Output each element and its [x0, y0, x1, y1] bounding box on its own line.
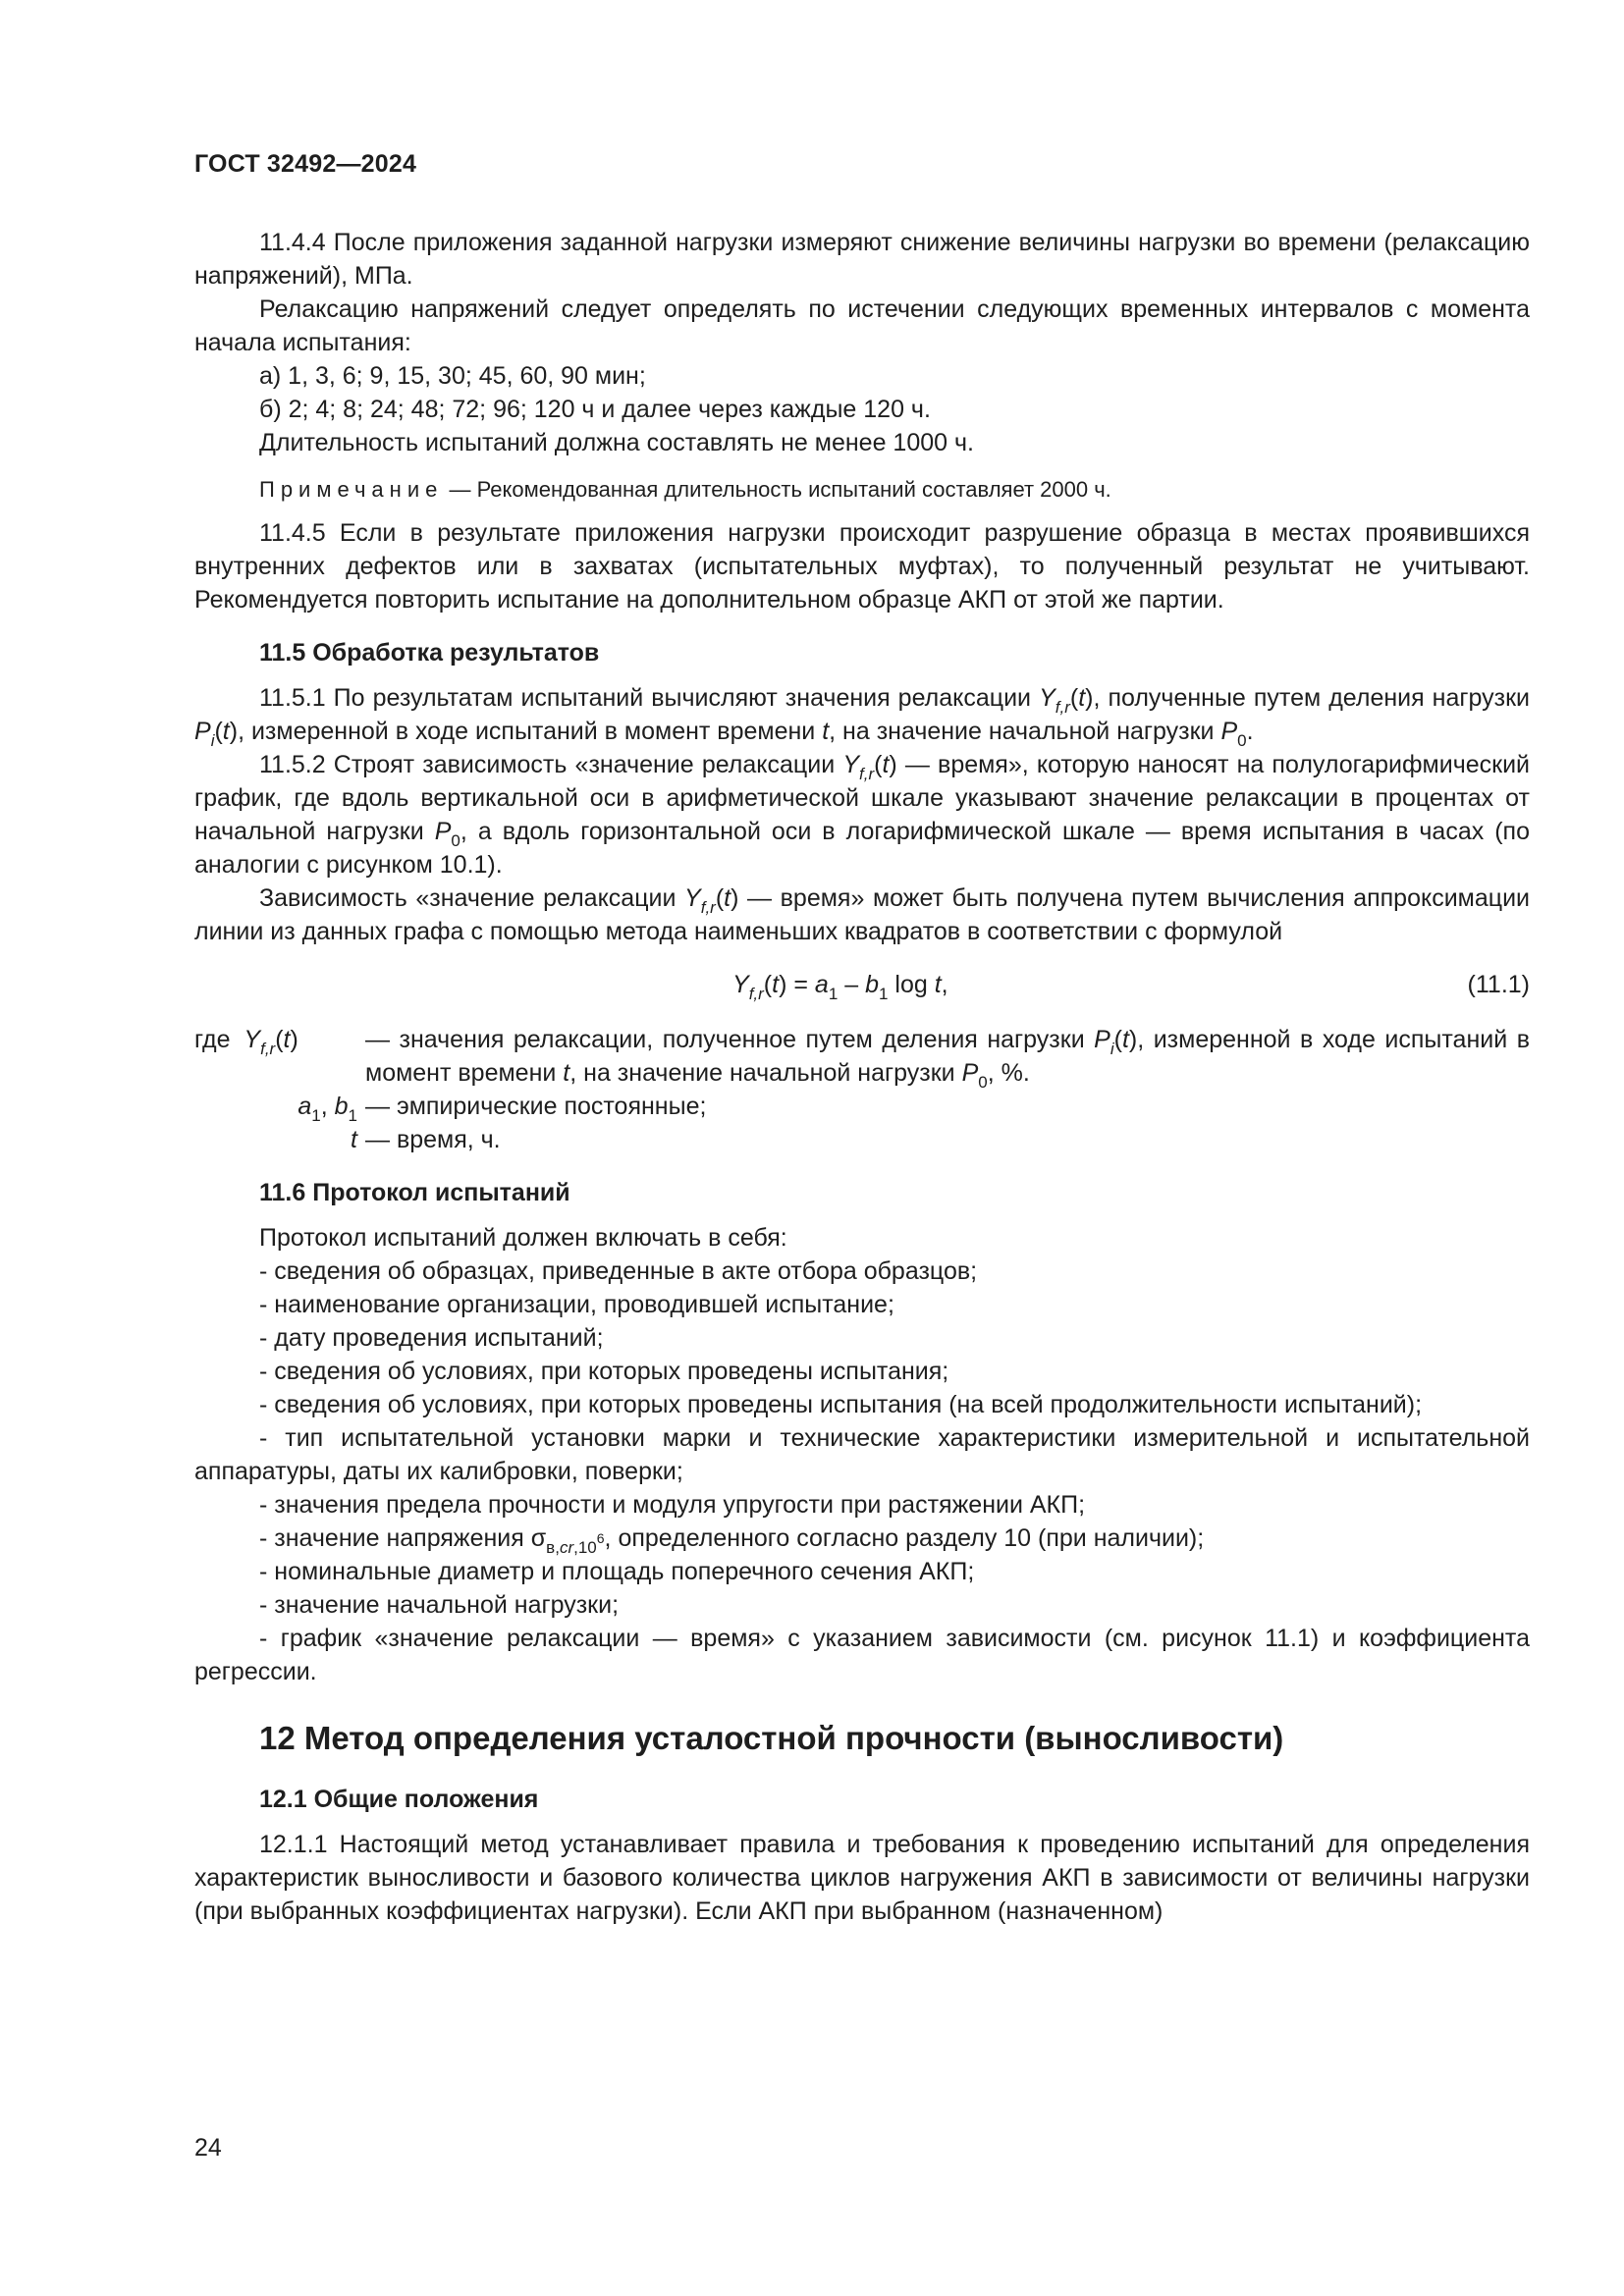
paragraph-11-5-1: 11.5.1 По результатам испытаний вычисляют значения релаксации $Y_{f,r}(t)$, полученные путем деления нагрузки $P_i(t)$, измеренной в ходе испытаний в момент времени t, на значение начальной нагрузки $P_0$. — [194, 684, 1530, 750]
protocol-intro: Протокол испытаний должен включать в себя: — [259, 1224, 787, 1252]
heading-12-1: 12.1 Общие положения — [259, 1786, 539, 1813]
list-item: - сведения об образцах, приведенные в акте отбора образцов; — [259, 1257, 978, 1285]
paragraph-relax-intro: Релаксацию напряжений следует определять по истечении следующих временных интервалов с момента начала испытания: — [194, 295, 1530, 356]
note-label: Примечание — [259, 477, 444, 502]
list-item: - значения предела прочности и модуля упругости при растяжении АКП; — [259, 1491, 1086, 1519]
list-item: - тип испытательной установки марки и технические характеристики измерительной и испытательной аппаратуры, даты их калибровки, поверки; — [194, 1424, 1530, 1485]
heading-12: 12 Метод определения усталостной прочности (выносливости) — [259, 1720, 1284, 1756]
page-number: 24 — [194, 2134, 222, 2162]
paragraph-12-1-1: 12.1.1 Настоящий метод устанавливает правила и требования к проведению испытаний для определения характеристик выносливости и базового количества циклов нагружения АКП в зависимости от величины нагрузки (при выбранных коэффициентах нагрузки). Если АКП при выбранном (назначенном) — [194, 1831, 1530, 1925]
paragraph-duration: Длительность испытаний должна составлять не менее 1000 ч. — [259, 429, 974, 456]
paragraph-11-5-2: 11.5.2 Строят зависимость «значение релаксации $Y_{f,r}(t)$ — время», которую наносят на полулогарифмический график, где вдоль вертикальной оси в арифметической шкале указывают значение релаксации в процентах от начальной нагрузки $P_0$, а вдоль горизонтальной оси в логарифмической шкале — время испытания в часах (по аналогии с рисунком 10.1). — [194, 751, 1530, 879]
paragraph-11-4-5: 11.4.5 Если в результате приложения нагрузки происходит разрушение образца в местах проявившихся внутренних дефектов или в захватах (испытательных муфтах), то полученный результат не учитывают. Рекомендуется повторить испытание на дополнительном образце АКП от этой же партии. — [194, 519, 1530, 614]
formula-number: (11.1) — [1467, 971, 1530, 998]
list-item: - номинальные диаметр и площадь поперечного сечения АКП; — [259, 1558, 975, 1585]
note — [194, 473, 1530, 507]
list-item: - график «значение релаксации — время» с указанием зависимости (см. рисунок 11.1) и коэффициента регрессии. — [194, 1625, 1530, 1685]
legend-row: где $Y_{f,r}(t)$ — значения релаксации, полученное путем деления нагрузки $P_i(t)$, измеренной в ходе испытаний в момент времени t, на значение начальной нагрузки $P_0$, %. — [194, 1026, 1530, 1092]
heading-11-5: 11.5 Обработка результатов — [259, 639, 600, 667]
paragraph-dependency: Зависимость «значение релаксации $Y_{f,r}(t)$ — время» может быть получена путем вычисления аппроксимации линии из данных графа с помощью метода наименьших квадратов в соответствии с формулой — [194, 884, 1531, 945]
legend-row: t — время, ч. — [351, 1126, 501, 1153]
list-item: - дату проведения испытаний; — [259, 1324, 604, 1352]
formula-expression: $Y_{f,r}(t) = a_1 - b_1$ log t, — [732, 971, 948, 1003]
list-item-sigma: - значение напряжения $\sigma_{в,cr,10^6}$, определенного согласно разделу 10 (при наличии); — [259, 1524, 1205, 1557]
paragraph-11-4-4: 11.4.4 После приложения заданной нагрузки измеряют снижение величины нагрузки во времени (релаксацию напряжений), МПа. — [194, 229, 1530, 290]
note-text: — Рекомендованная длительность испытаний составляет 2000 ч. — [443, 477, 1111, 502]
list-item-a: а) 1, 3, 6; 9, 15, 30; 45, 60, 90 мин; — [259, 362, 646, 390]
heading-11-6: 11.6 Протокол испытаний — [259, 1179, 570, 1206]
list-item: - сведения об условиях, при которых проведены испытания; — [259, 1358, 949, 1385]
formula-11-1 — [194, 968, 1530, 1001]
list-item: - значение начальной нагрузки; — [259, 1591, 620, 1619]
list-item: - наименование организации, проводившей испытание; — [259, 1291, 894, 1318]
legend-row: $a_1$, $b_1$ — эмпирические постоянные; — [298, 1093, 707, 1125]
formula-legend — [194, 1023, 1530, 1156]
page-content — [194, 226, 1530, 1928]
list-item-b: б) 2; 4; 8; 24; 48; 72; 96; 120 ч и далее через каждые 120 ч. — [259, 396, 931, 423]
list-item: - сведения об условиях, при которых проведены испытания (на всей продолжительности испытаний); — [259, 1391, 1423, 1418]
document-header: ГОСТ 32492—2024 — [194, 150, 417, 178]
